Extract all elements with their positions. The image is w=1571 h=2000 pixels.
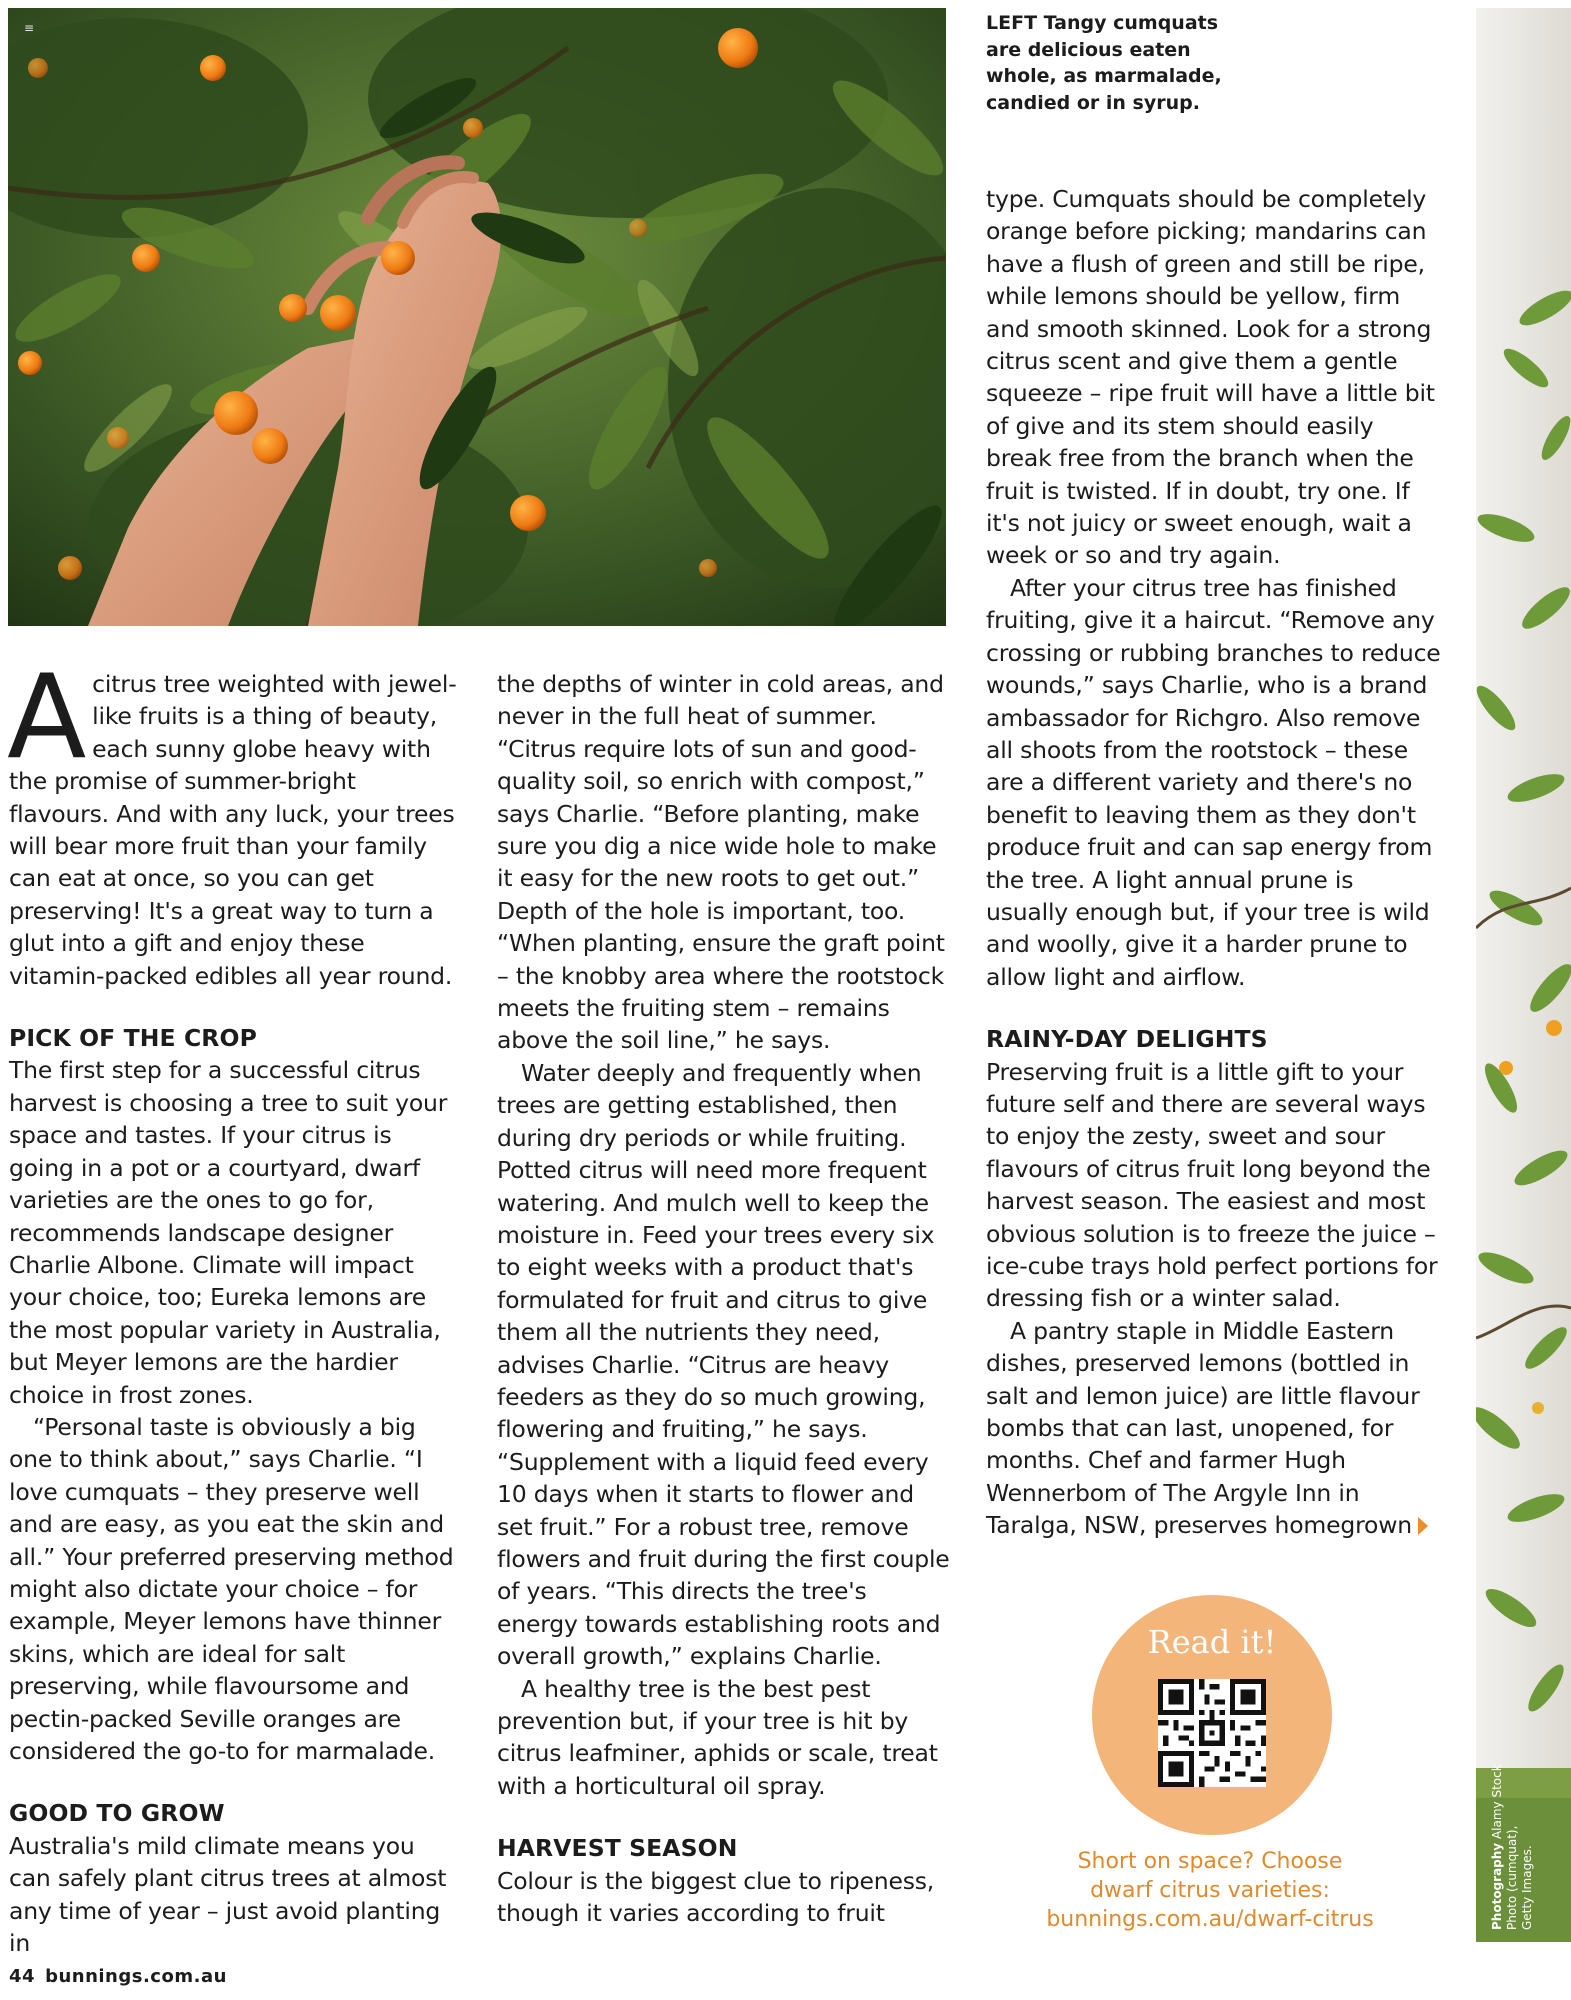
page-footer xyxy=(9,1966,227,1987)
grow-paragraph-1-start: Australia's mild climate means you can safely plant citrus trees at almost any time of year – just avoid planting in xyxy=(9,1831,447,1958)
heading-good-to-grow: GOOD TO GROW xyxy=(9,1799,225,1828)
rainy-paragraph-1: Preserving fruit is a little gift to your future self and there are several ways to enjoy the zesty, sweet and sour flavours of citrus fruit long beyond the harvest season. The easiest and most obvious solution is to freeze the juice – ice-cube trays hold perfect portions for dressing fish or a winter salad. xyxy=(986,1057,1438,1313)
promo-line-1: Short on space? Choose xyxy=(1077,1849,1343,1874)
grow-paragraph-1-continued: the depths of winter in cold areas, and never in the full heat of summer. “Citrus require lots of sun and good-quality soil, so enrich with compost,” says Charlie. “Before planting, make sure you dig a nice wide hole to make it easy for the new roots to get out.” Depth of the hole is important, too. “When planting, ensure the graft point – the knobby area where the rootstock meets the fruiting stem – remains above the soil line,” he says. xyxy=(497,670,945,1055)
article-column-3 xyxy=(986,183,1441,1542)
caption-lead: LEFT xyxy=(986,12,1038,34)
intro-paragraph xyxy=(7,650,461,992)
promo-link[interactable]: bunnings.com.au/dwarf-citrus xyxy=(1046,1907,1374,1932)
page-number: 44 xyxy=(9,1966,36,1987)
drop-cap: A xyxy=(7,650,87,785)
citrus-wall-photo xyxy=(1476,8,1571,1942)
harvest-paragraph-1-start: Colour is the biggest clue to ripeness, though it varies according to fruit xyxy=(497,1866,935,1928)
pick-paragraph-1: The first step for a successful citrus harvest is choosing a tree to suit your space and tastes. If your citrus is going in a pot or a courtyard, dwarf varieties are the ones to go for, recommends landscape designer Charlie Albone. Climate will impact your choice, too; Eureka lemons are the most popular variety in Australia, but Meyer lemons are the hardier choice in frost zones. xyxy=(9,1056,448,1409)
credit-line-2: Getty Images. xyxy=(1520,1845,1534,1930)
rainy-paragraph-2-text: A pantry staple in Middle Eastern dishes, preserved lemons (bottled in salt and lemon juice) are little flavour bombs that can last, unopened, for months. Chef and farmer Hugh Wennerbom of The Argyle Inn in Taralga, NSW, preserves homegrown xyxy=(986,1316,1420,1540)
next-arrow-icon xyxy=(1418,1517,1428,1535)
article-column-2 xyxy=(497,668,952,1929)
harvest-paragraph-2: After your citrus tree has finished fruiting, give it a haircut. “Remove any crossing or rubbing branches to reduce wounds,” says Charlie, who is a brand ambassador for Richgro. Also remove all shoots from the rootstock – these are a different variety and there's no benefit to leaving them as they don't produce fruit and can sap energy from the tree. A light annual prune is usually enough but, if your tree is wild and woolly, give it a harder prune to allow light and airflow. xyxy=(986,573,1441,991)
promo-line-2: dwarf citrus varieties: xyxy=(1090,1878,1330,1903)
article-column-1 xyxy=(7,650,461,1959)
rainy-paragraph-2 xyxy=(986,1315,1441,1542)
qr-code-icon[interactable] xyxy=(1158,1679,1266,1787)
pick-paragraph-2: “Personal taste is obviously a big one to think about,” says Charlie. “I love cumquats – they preserve well and are easy, as you eat the skin and all.” Your preferred preserving method might also dictate your choice – for example, Meyer lemons have thinner skins, which are ideal for salt preserving, while flavoursome and pectin-packed Seville oranges are considered the go-to for marmalade. xyxy=(9,1412,454,1765)
menu-icon[interactable]: ≡ xyxy=(24,21,35,35)
grow-paragraph-2: Water deeply and frequently when trees are getting established, then during dry periods or while fruiting. Potted citrus will need more frequent watering. And mulch well to keep the moisture in. Feed your trees every six to eight weeks with a product that's formulated for fruit and citrus to give them all the nutrients they need, advises Charlie. “Citrus are heavy feeders as they do so much growing, flowering and fruiting,” he says. “Supplement with a liquid feed every 10 days when it starts to flower and set fruit.” For a robust tree, remove flowers and fruit during the first couple of years. “This directs the tree's energy towards establishing roots and overall growth,” explains Charlie. xyxy=(497,1058,950,1671)
heading-pick-of-the-crop: PICK OF THE CROP xyxy=(9,1024,257,1053)
credit-label: Photography xyxy=(1490,1842,1504,1930)
footer-site[interactable]: bunnings.com.au xyxy=(45,1966,227,1987)
intro-text: citrus tree weighted with jewel-like fruits is a thing of beauty, each sunny globe heavy with the promise of summer-bright flavours. And with any luck, your trees will bear more fruit than your family can eat at once, so you can get preserving! It's a great way to turn a glut into a gift and enjoy these vitamin-packed edibles all year round. xyxy=(9,670,457,990)
cumquat-photo xyxy=(8,8,946,626)
dwarf-citrus-promo xyxy=(1010,1847,1410,1934)
photo-caption xyxy=(986,10,1246,116)
heading-harvest-season: HARVEST SEASON xyxy=(497,1834,738,1863)
heading-rainy-day-delights: RAINY-DAY DELIGHTS xyxy=(986,1025,1268,1054)
photo-credit xyxy=(1490,1750,1535,1930)
credit-line-1: Alamy Stock Photo (cumquat), xyxy=(1490,1764,1519,1930)
badge-title: Read it! xyxy=(1147,1623,1277,1661)
caption-text: Tangy cumquats are delicious eaten whole, as marmalade, candied or in syrup. xyxy=(986,12,1222,114)
grow-paragraph-3: A healthy tree is the best pest prevention but, if your tree is hit by citrus leafminer, aphids or scale, treat with a horticultural oil spray. xyxy=(497,1674,938,1800)
read-it-badge[interactable] xyxy=(1092,1595,1332,1835)
harvest-paragraph-1-continued: type. Cumquats should be completely orange before picking; mandarins can have a flush of green and still be ripe, while lemons should be yellow, firm and smooth skinned. Look for a strong citrus scent and give them a gentle squeeze – ripe fruit will have a little bit of give and its stem should easily break free from the branch when the fruit is twisted. If in doubt, try one. If it's not juicy or sweet enough, wait a week or so and try again. xyxy=(986,185,1435,570)
